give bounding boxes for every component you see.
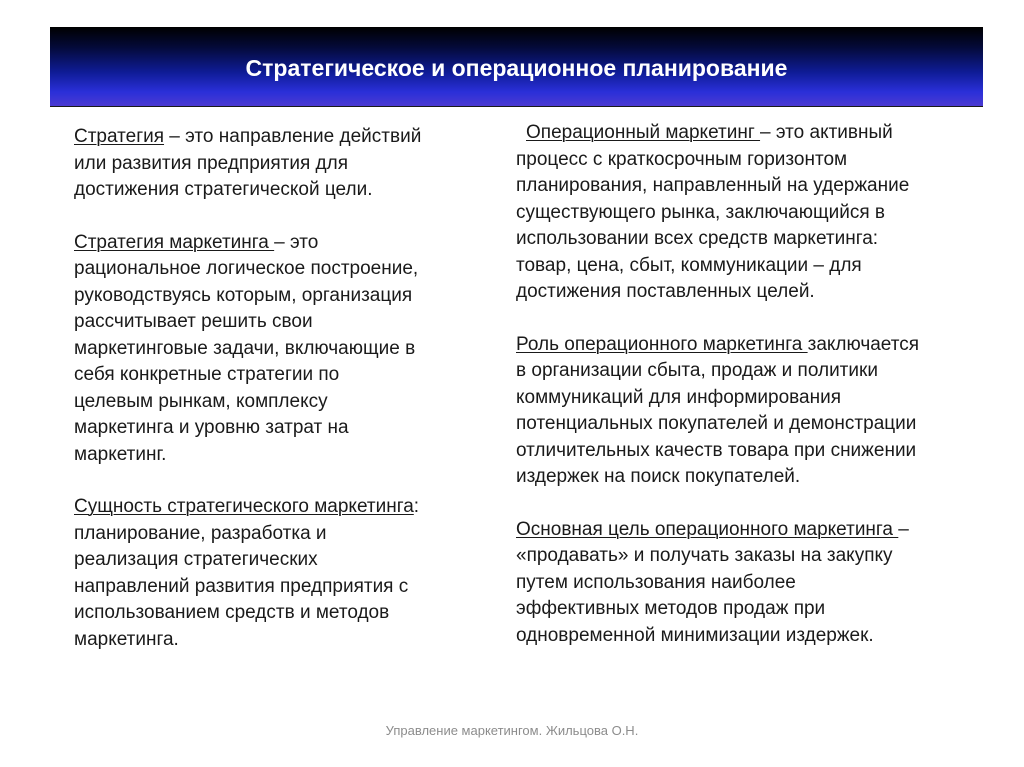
text-line: использовании всех средств маркетинга:	[516, 228, 879, 249]
paragraph-first-line	[516, 332, 1006, 359]
first-line-text: – это	[274, 231, 319, 253]
text-line: достижения стратегической цели.	[74, 179, 373, 200]
text-line: эффективных методов продаж при	[516, 598, 826, 619]
text-line: одновременной минимизации издержек.	[516, 624, 874, 646]
paragraph-first-line	[74, 230, 499, 257]
text-line: отличительных качеств товара при снижении	[516, 439, 917, 461]
first-line-text: заключается	[807, 333, 920, 355]
text-line: путем использования наиболее	[516, 571, 796, 593]
term-marketing-strategy: Стратегия маркетинга	[74, 231, 275, 253]
text-line: маркетинг.	[74, 443, 167, 465]
text-line: существующего рынка, заключающийся в	[516, 201, 885, 223]
text-line: себя конкретные стратегии по	[74, 364, 340, 385]
title-bar	[50, 27, 983, 107]
right-paragraph-operational-marketing	[516, 120, 1006, 306]
text-line: товар, цена, сбыт, коммуникации – для	[516, 254, 862, 276]
text-line: руководствуясь которым, организация	[74, 284, 413, 306]
text-line: планирования, направленный на удержание	[516, 175, 910, 196]
text-line: достижения поставленных целей.	[516, 281, 815, 302]
first-line-text: –	[898, 518, 909, 540]
text-line: рассчитывает решить свои	[74, 311, 313, 332]
paragraph-first-line	[74, 494, 499, 521]
text-line: использованием средств и методов	[74, 602, 390, 623]
text-line: рациональное логическое построение,	[74, 258, 419, 279]
term-operational-marketing-role: Роль операционного маркетинга	[516, 333, 808, 355]
paragraph-first-line	[516, 120, 1006, 147]
text-line: или развития предприятия для	[74, 152, 349, 174]
text-line: потенциальных покупателей и демонстрации	[516, 413, 917, 434]
text-line: маркетинга.	[74, 628, 179, 650]
text-line: коммуникаций для информирования	[516, 386, 841, 408]
right-column	[516, 120, 1006, 649]
slide-footer: Управление маркетингом. Жильцова О.Н.	[385, 723, 639, 738]
paragraph-first-line	[516, 517, 1006, 544]
term-strategy: Стратегия	[74, 126, 165, 147]
first-line-text: – это направление действий	[164, 126, 422, 147]
text-line: маркетинговые задачи, включающие в	[74, 337, 416, 359]
term-operational-marketing-goal: Основная цель операционного маркетинга	[516, 518, 899, 540]
left-paragraph-marketing-strategy	[74, 230, 499, 469]
left-paragraph-strategic-essence	[74, 494, 499, 653]
first-line-text: :	[413, 496, 420, 517]
paragraph-first-line	[74, 124, 499, 151]
left-column	[74, 120, 499, 653]
text-line: в организации сбыта, продаж и политики	[516, 360, 878, 381]
text-line: реализация стратегических	[74, 549, 318, 570]
term-strategic-marketing-essence: Сущность стратегического маркетинга	[74, 496, 414, 517]
text-line: маркетинга и уровню затрат на	[74, 417, 349, 438]
slide-title: Стратегическое и операционное планирование	[245, 54, 788, 81]
text-line: планирование, разработка и	[74, 522, 327, 544]
right-paragraph-operational-goal	[516, 517, 1006, 650]
left-paragraph-strategy	[74, 124, 499, 204]
text-line: процесс с краткосрочным горизонтом	[516, 148, 848, 170]
right-paragraph-operational-role	[516, 332, 1006, 491]
text-line: направлений развития предприятия с	[74, 575, 409, 597]
term-operational-marketing: Операционный маркетинг	[526, 122, 761, 143]
first-line-text: – это активный	[760, 122, 893, 143]
text-line: издержек на поиск покупателей.	[516, 466, 801, 487]
text-line: целевым рынкам, комплексу	[74, 390, 328, 412]
text-line: «продавать» и получать заказы на закупку	[516, 545, 893, 566]
